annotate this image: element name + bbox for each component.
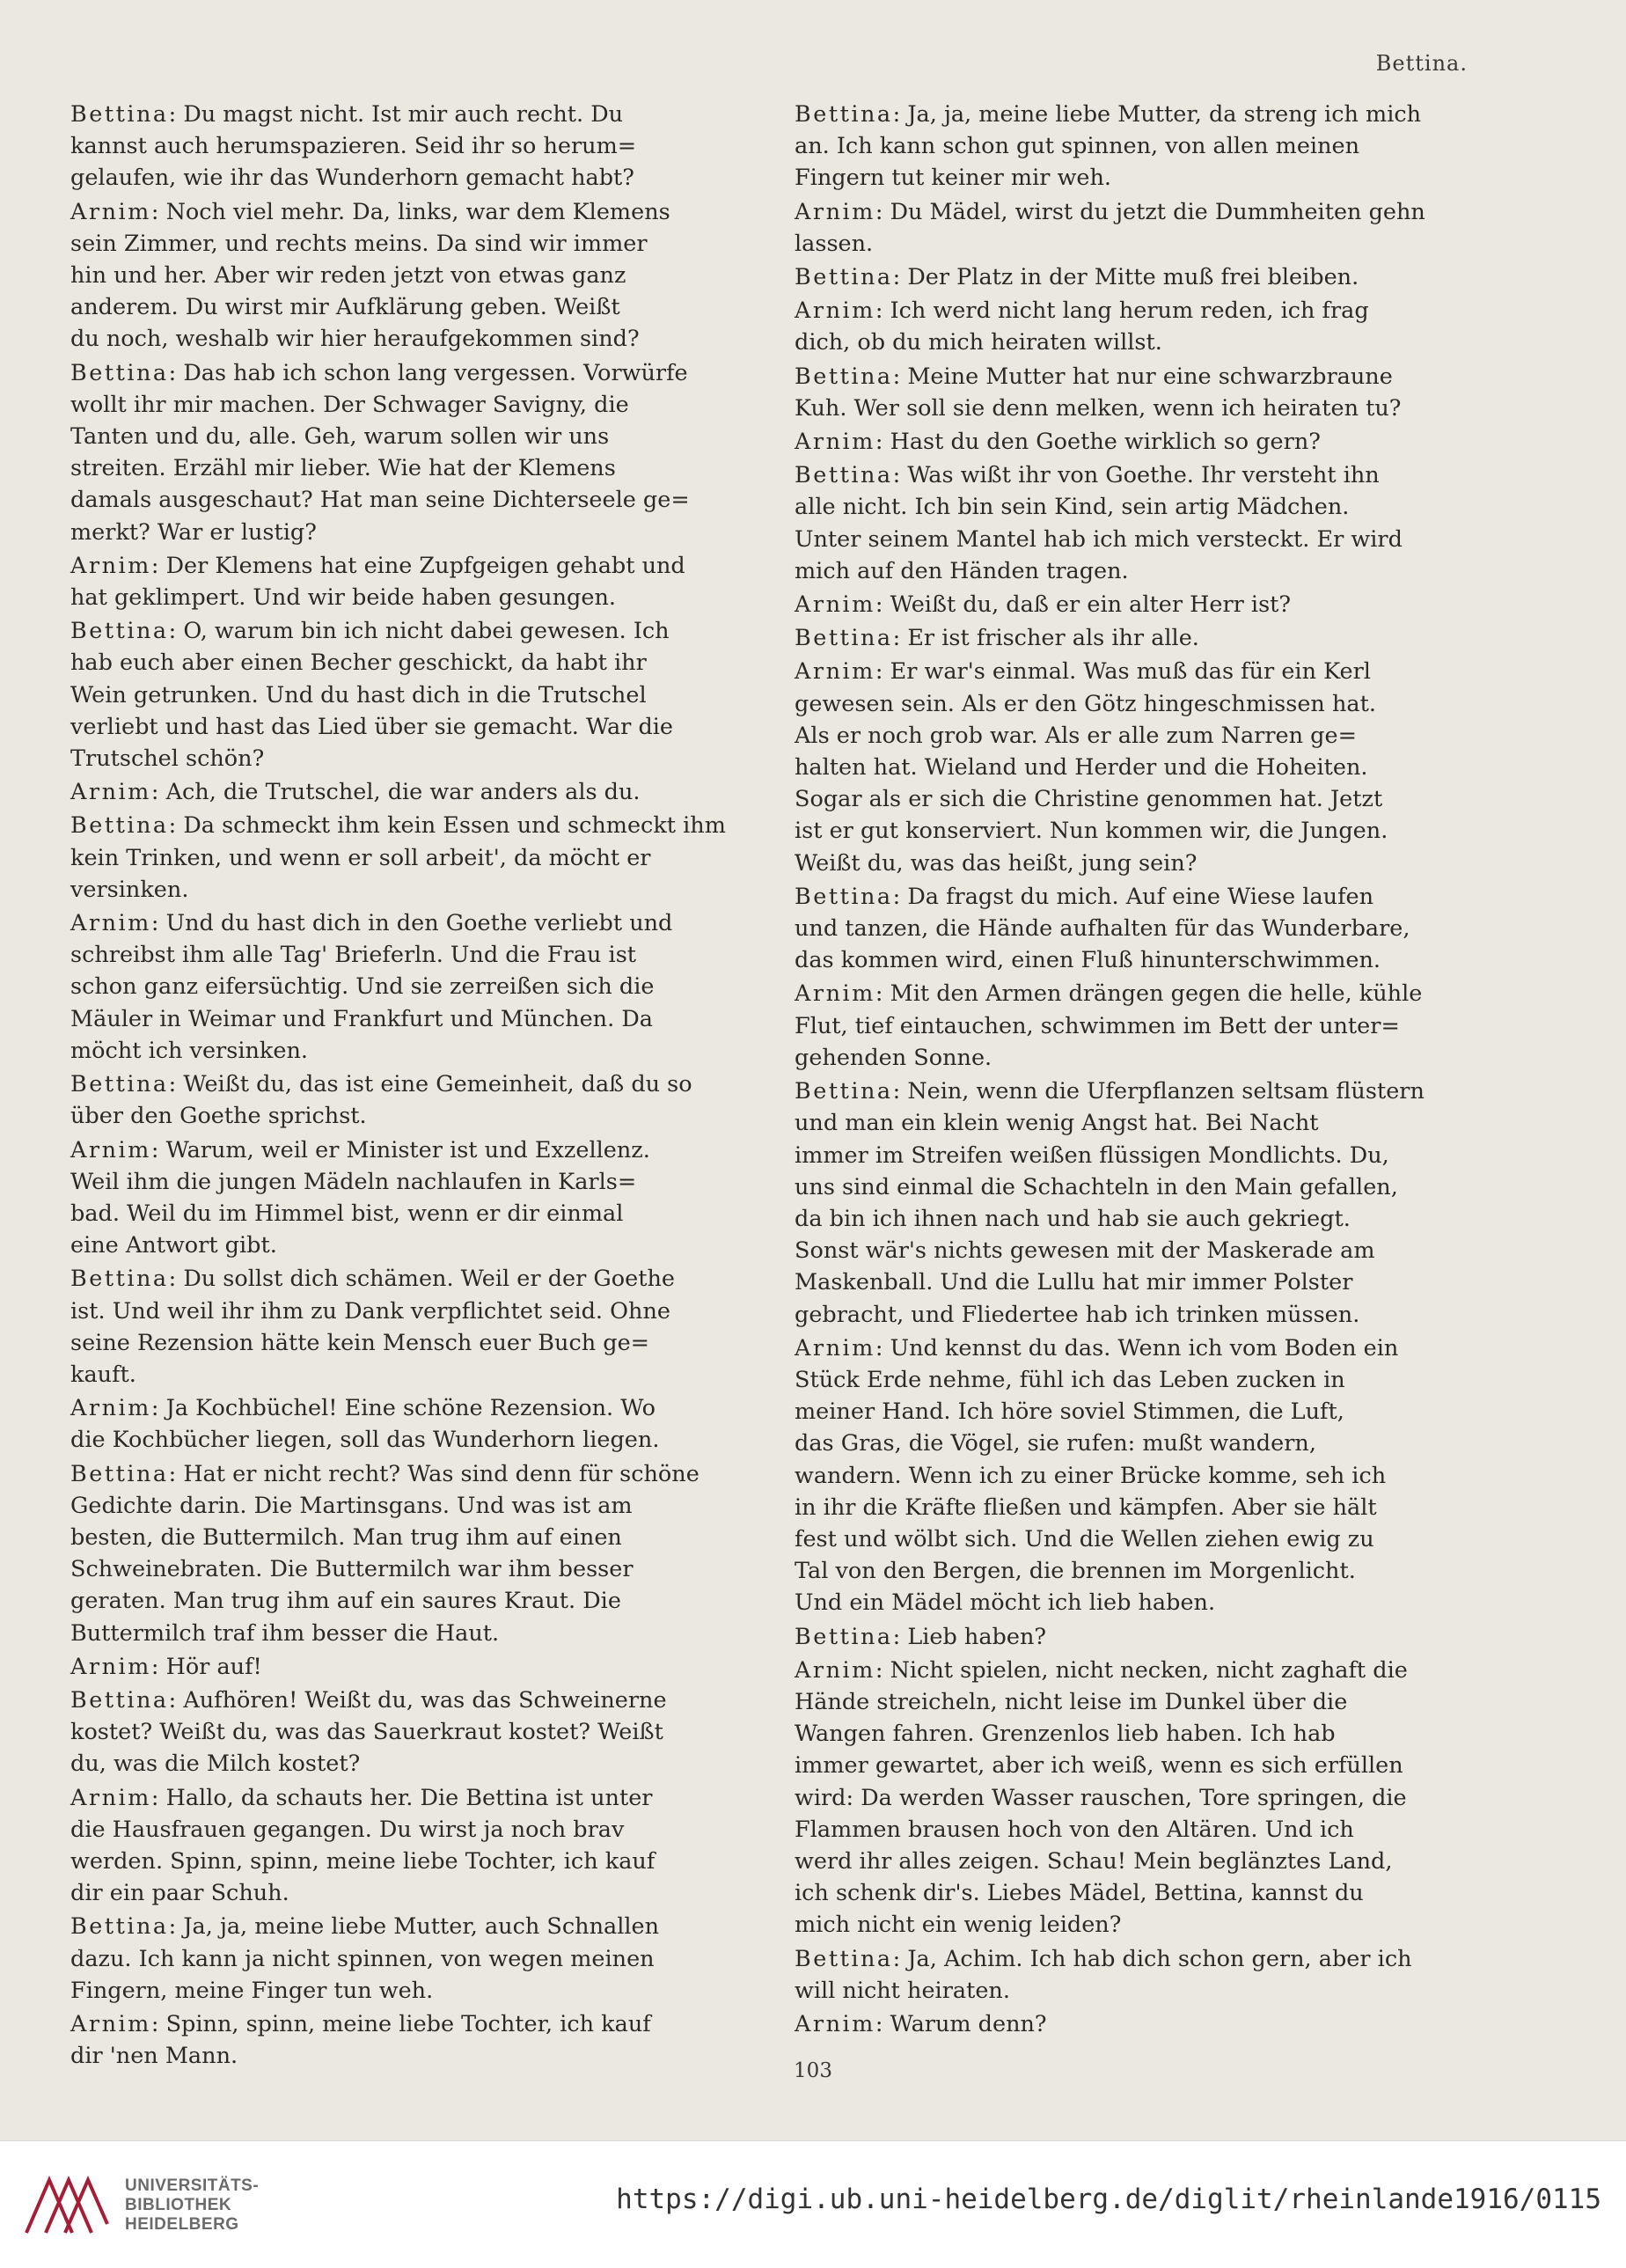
text-line: Fingern tut keiner mir weh. xyxy=(795,165,1112,192)
text-line: Lieb haben? xyxy=(907,1623,1047,1650)
text-line: ich schenk dir's. Liebes Mädel, Bettina, kannst du xyxy=(795,1880,1364,1907)
text-line: eine Antwort gibt. xyxy=(70,1232,277,1259)
text-line: Flut, tief eintauchen, schwimmen im Bett der unter= xyxy=(795,1012,1400,1039)
text-line: mich nicht ein wenig leiden? xyxy=(795,1912,1122,1939)
text-line: möcht ich versinken. xyxy=(70,1037,308,1064)
speech-paragraph xyxy=(795,1332,1481,1619)
text-line: mich auf den Händen tragen. xyxy=(795,557,1129,584)
speech-paragraph xyxy=(795,622,1481,654)
speaker-name: Arnim : xyxy=(795,980,890,1007)
text-line: das kommen wird, einen Fluß hinunterschwimmen. xyxy=(795,947,1381,974)
text-line: Noch viel mehr. Da, links, war dem Klemens xyxy=(165,198,670,225)
speech-paragraph xyxy=(795,1621,1481,1653)
speech-paragraph xyxy=(795,656,1481,878)
speaker-name: Arnim : xyxy=(795,1335,890,1362)
text-column-left xyxy=(70,99,757,2073)
text-column-right xyxy=(795,99,1481,2042)
text-line: Er war's einmal. Was muß das für ein Kerl xyxy=(890,658,1371,686)
text-line: hin und her. Aber wir reden jetzt von etwas ganz xyxy=(70,262,626,290)
text-line: Da schmeckt ihm kein Essen und schmeckt ihm xyxy=(183,812,726,840)
text-line: Tanten und du, alle. Geh, warum sollen wir uns xyxy=(70,423,610,451)
library-name xyxy=(125,2176,259,2235)
text-line: alle nicht. Ich bin sein Kind, sein artig Mädchen. xyxy=(795,494,1350,521)
viewer-footer xyxy=(0,2140,1626,2268)
library-name-line: UNIVERSITÄTS- xyxy=(125,2176,260,2195)
speaker-name: Bettina : xyxy=(70,360,183,386)
speaker-name: Bettina : xyxy=(795,625,907,651)
text-line: Trutschel schön? xyxy=(70,745,265,773)
text-line: Und du hast dich in den Goethe verliebt und xyxy=(165,910,673,937)
text-line: dir ein paar Schuh. xyxy=(70,1880,289,1907)
text-line: verliebt und hast das Lied über sie gemacht. War die xyxy=(70,713,674,740)
text-line: Was wißt ihr von Goethe. Ihr versteht ihn xyxy=(907,462,1380,489)
text-line: Sonst wär's nichts gewesen mit der Maskerade am xyxy=(795,1237,1375,1265)
speaker-name: Bettina : xyxy=(70,618,183,644)
text-line: Maskenball. Und die Lullu hat mir immer Polster xyxy=(795,1269,1353,1296)
text-line: Ach, die Trutschel, die war anders als du. xyxy=(165,779,641,806)
text-line: Hast du den Goethe wirklich so gern? xyxy=(890,429,1321,456)
text-line: werden. Spinn, spinn, meine liebe Tochter, ich kauf xyxy=(70,1847,656,1875)
text-line: Du Mädel, wirst du jetzt die Dummheiten gehn xyxy=(890,198,1425,225)
university-library-heidelberg-logo-icon xyxy=(23,2175,111,2236)
speech-paragraph xyxy=(70,907,757,1067)
text-line: Der Klemens hat eine Zupfgeigen gehabt und xyxy=(165,552,685,579)
text-line: lassen. xyxy=(795,230,874,257)
text-line: Buttermilch traf ihm besser die Haut. xyxy=(70,1619,500,1647)
text-line: kostet? Weißt du, was das Sauerkraut kostet? Weißt xyxy=(70,1719,663,1746)
text-line: kannst auch herumspazieren. Seid ihr so herum= xyxy=(70,133,637,160)
speech-paragraph xyxy=(795,978,1481,1074)
text-line: immer gewartet, aber ich weiß, wenn es sich erfüllen xyxy=(795,1752,1403,1780)
text-line: Nicht spielen, nicht necken, nicht zaghaft die xyxy=(890,1656,1408,1684)
text-line: wird: Da werden Wasser rauschen, Tore springen, die xyxy=(795,1784,1407,1811)
speaker-name: Arnim : xyxy=(70,1654,166,1680)
speaker-name: Bettina : xyxy=(795,1624,907,1650)
text-line: Nein, wenn die Uferpflanzen seltsam flüstern xyxy=(907,1078,1425,1105)
text-line: will nicht heiraten. xyxy=(795,1977,1010,2004)
text-line: Warum, weil er Minister ist und Exzellenz. xyxy=(165,1136,650,1163)
text-line: streiten. Erzähl mir lieber. Wie hat der Klemens xyxy=(70,455,616,482)
speaker-name: Bettina : xyxy=(795,101,907,128)
text-line: Warum denn? xyxy=(890,2010,1047,2037)
text-line: Sogar als er sich die Christine genommen hat. Jetzt xyxy=(795,786,1383,813)
text-line: Hallo, da schauts her. Die Bettina ist unter xyxy=(165,1784,653,1811)
text-line: Weißt du, was das heißt, jung sein? xyxy=(795,849,1198,877)
speaker-name: Arnim : xyxy=(70,1137,166,1163)
text-line: Du magst nicht. Ist mir auch recht. Du xyxy=(183,101,624,128)
speech-paragraph xyxy=(70,1458,757,1649)
text-line: Gedichte darin. Die Martinsgans. Und was ist am xyxy=(70,1492,633,1519)
text-line: Schweinebraten. Die Buttermilch war ihm besser xyxy=(70,1556,634,1583)
text-line: hat geklimpert. Und wir beide haben gesungen. xyxy=(70,584,616,612)
library-name-line: BIBLIOTHEK xyxy=(125,2196,232,2214)
speech-paragraph xyxy=(70,1134,757,1262)
text-line: und tanzen, die Hände aufhalten für das Wunderbare, xyxy=(795,915,1410,943)
speech-paragraph xyxy=(70,1782,757,1910)
text-line: schreibst ihm alle Tag' Brieferln. Und die Frau ist xyxy=(70,942,637,969)
text-line: Mäuler in Weimar und Frankfurt und München. Da xyxy=(70,1005,653,1032)
text-line: Unter seinem Mantel hab ich mich versteckt. Er wird xyxy=(795,525,1403,553)
text-line: Da fragst du mich. Auf eine Wiese laufen xyxy=(907,883,1374,910)
text-line: Wein getrunken. Und du hast dich in die Trutschel xyxy=(70,681,647,708)
speaker-name: Arnim : xyxy=(70,779,166,805)
text-line: Er ist frischer als ihr alle. xyxy=(907,625,1199,652)
text-line: Du sollst dich schämen. Weil er der Goethe xyxy=(183,1266,675,1293)
text-line: ist. Und weil ihr ihm zu Dank verpflichtet seid. Ohne xyxy=(70,1297,670,1325)
speaker-name: Arnim : xyxy=(70,553,166,579)
page-number: 103 xyxy=(794,2059,832,2082)
speech-paragraph xyxy=(70,810,757,906)
speech-paragraph xyxy=(795,459,1481,587)
text-line: Weißt du, das ist eine Gemeinheit, daß du so xyxy=(183,1071,692,1098)
text-line: Hat er nicht recht? Was sind denn für schöne xyxy=(183,1460,699,1487)
speaker-name: Arnim : xyxy=(70,199,166,225)
speaker-name: Bettina : xyxy=(795,264,907,290)
text-line: Weil ihm die jungen Mädeln nachlaufen in Karls= xyxy=(70,1168,637,1195)
speech-paragraph xyxy=(795,589,1481,620)
text-line: Weißt du, daß er ein alter Herr ist? xyxy=(890,591,1292,619)
text-line: du, was die Milch kostet? xyxy=(70,1751,361,1778)
text-line: Das hab ich schon lang vergessen. Vorwürfe xyxy=(183,359,688,386)
library-name-line: HEIDELBERG xyxy=(125,2215,239,2234)
text-line: gebracht, und Fliedertee hab ich trinken müssen. xyxy=(795,1301,1360,1328)
text-line: Ja, Achim. Ich hab dich schon gern, aber ich xyxy=(907,1945,1412,1972)
text-line: uns sind einmal die Schachteln in den Main gefallen, xyxy=(795,1173,1398,1200)
text-line: Fingern, meine Finger tun weh. xyxy=(70,1977,434,2004)
text-line: meiner Hand. Ich höre soviel Stimmen, die Luft, xyxy=(795,1398,1344,1426)
text-line: Hör auf! xyxy=(165,1653,262,1680)
speech-paragraph xyxy=(795,426,1481,458)
speech-paragraph xyxy=(70,1392,757,1456)
speech-paragraph xyxy=(70,1684,757,1780)
text-line: Spinn, spinn, meine liebe Tochter, ich kauf xyxy=(165,2010,651,2037)
speaker-name: Bettina : xyxy=(70,1461,183,1487)
speech-paragraph xyxy=(70,776,757,808)
text-line: du noch, weshalb wir hier heraufgekommen sind? xyxy=(70,326,640,353)
text-line: bad. Weil du im Himmel bist, wenn er dir einmal xyxy=(70,1200,624,1227)
permalink-url[interactable]: https://digi.ub.uni-heidelberg.de/diglit/rheinlande1916/0115 xyxy=(616,2184,1601,2215)
text-line: Und kennst du das. Wenn ich vom Boden ein xyxy=(890,1334,1399,1362)
speaker-name: Bettina : xyxy=(70,1687,183,1714)
text-line: da bin ich ihnen nach und hab sie auch gekriegt. xyxy=(795,1205,1351,1232)
text-line: immer im Streifen weißen flüssigen Mondlichts. Du, xyxy=(795,1141,1389,1169)
text-line: gewesen sein. Als er den Götz hingeschmissen hat. xyxy=(795,690,1376,717)
speech-paragraph xyxy=(70,615,757,774)
speaker-name: Bettina : xyxy=(795,363,907,390)
text-line: Ja Kochbüchel! Eine schöne Rezension. Wo xyxy=(165,1395,656,1422)
speaker-name: Bettina : xyxy=(795,884,907,910)
speech-paragraph xyxy=(70,1651,757,1683)
speaker-name: Bettina : xyxy=(70,1266,183,1292)
text-line: ist er gut konserviert. Nun kommen wir, die Jungen. xyxy=(795,818,1388,845)
text-line: O, warum bin ich nicht dabei gewesen. Ich xyxy=(183,618,670,645)
speech-paragraph xyxy=(795,295,1481,358)
speech-paragraph xyxy=(70,196,757,356)
text-line: Ich werd nicht lang herum reden, ich frag xyxy=(890,297,1369,325)
text-line: versinken. xyxy=(70,876,189,903)
text-line: kauft. xyxy=(70,1361,136,1388)
text-line: geraten. Man trug ihm auf ein saures Kraut. Die xyxy=(70,1588,621,1615)
text-line: Und ein Mädel möcht ich lieb haben. xyxy=(795,1589,1216,1617)
text-line: wollt ihr mir machen. Der Schwager Savigny, die xyxy=(70,391,629,418)
speaker-name: Arnim : xyxy=(795,199,890,225)
text-line: dir 'nen Mann. xyxy=(70,2043,238,2070)
text-line: merkt? War er lustig? xyxy=(70,518,317,546)
speaker-name: Bettina : xyxy=(70,1071,183,1097)
text-line: halten hat. Wieland und Herder und die Hoheiten. xyxy=(795,754,1368,782)
text-line: Als er noch grob war. Als er alle zum Narren ge= xyxy=(795,722,1357,749)
speech-paragraph xyxy=(795,2008,1481,2040)
text-line: dazu. Ich kann ja nicht spinnen, von wegen meinen xyxy=(70,1945,655,1972)
text-line: Ja, ja, meine liebe Mutter, auch Schnallen xyxy=(183,1913,660,1941)
speaker-name: Bettina : xyxy=(70,1913,183,1940)
speech-paragraph xyxy=(70,1263,757,1391)
speaker-name: Arnim : xyxy=(795,2011,890,2037)
text-line: Ja, ja, meine liebe Mutter, da streng ich mich xyxy=(907,101,1422,128)
speech-paragraph xyxy=(795,881,1481,977)
text-line: schon ganz eifersüchtig. Und sie zerreißen sich die xyxy=(70,973,655,1001)
running-head: Bettina. xyxy=(1375,51,1468,76)
speaker-name: Arnim : xyxy=(795,591,890,618)
speaker-name: Arnim : xyxy=(795,429,890,455)
text-line: das Gras, die Vögel, sie rufen: mußt wandern, xyxy=(795,1430,1316,1457)
speech-paragraph xyxy=(70,550,757,613)
text-line: kein Trinken, und wenn er soll arbeit', da möcht er xyxy=(70,844,651,871)
text-line: dich, ob du mich heiraten willst. xyxy=(795,329,1162,356)
speech-paragraph xyxy=(70,99,757,195)
speech-paragraph xyxy=(795,1943,1481,2007)
speaker-name: Arnim : xyxy=(795,1657,890,1684)
speaker-name: Arnim : xyxy=(70,2011,166,2037)
speech-paragraph xyxy=(70,357,757,548)
text-line: werd ihr alles zeigen. Schau! Mein beglänztes Land, xyxy=(795,1847,1393,1875)
text-line: wandern. Wenn ich zu einer Brücke komme, seh ich xyxy=(795,1462,1387,1489)
speaker-name: Bettina : xyxy=(795,1078,907,1105)
speaker-name: Arnim : xyxy=(70,1395,166,1421)
text-line: über den Goethe sprichst. xyxy=(70,1103,367,1130)
text-line: Flammen brausen hoch von den Altären. Und ich xyxy=(795,1816,1354,1843)
text-line: die Hausfrauen gegangen. Du wirst ja noch brav xyxy=(70,1816,625,1843)
text-line: Hände streicheln, nicht leise im Dunkel über die xyxy=(795,1688,1348,1715)
text-line: hab euch aber einen Becher geschickt, da habt ihr xyxy=(70,650,647,677)
text-line: gelaufen, wie ihr das Wunderhorn gemacht habt? xyxy=(70,165,634,192)
speech-paragraph xyxy=(795,99,1481,195)
text-line: Kuh. Wer soll sie denn melken, wenn ich heiraten tu? xyxy=(795,394,1402,422)
text-line: fest und wölbt sich. Und die Wellen ziehen ewig zu xyxy=(795,1525,1374,1552)
text-line: Tal von den Bergen, die brennen im Morgenlicht. xyxy=(795,1558,1356,1585)
text-line: seine Rezension hätte kein Mensch euer Buch ge= xyxy=(70,1329,650,1356)
speech-paragraph xyxy=(795,1075,1481,1331)
speech-paragraph xyxy=(795,361,1481,424)
text-line: Der Platz in der Mitte muß frei bleiben. xyxy=(907,264,1359,291)
text-line: anderem. Du wirst mir Aufklärung geben. Weißt xyxy=(70,294,620,321)
speaker-name: Bettina : xyxy=(795,462,907,488)
speaker-name: Arnim : xyxy=(70,1785,166,1811)
speech-paragraph xyxy=(70,1068,757,1132)
text-line: die Kochbücher liegen, soll das Wunderhorn liegen. xyxy=(70,1427,660,1454)
speaker-name: Bettina : xyxy=(70,812,183,839)
speech-paragraph xyxy=(795,261,1481,293)
speech-paragraph xyxy=(795,1655,1481,1941)
text-line: in ihr die Kräfte fließen und kämpfen. Aber sie hält xyxy=(795,1494,1377,1521)
speaker-name: Arnim : xyxy=(795,658,890,685)
speaker-name: Bettina : xyxy=(70,101,183,128)
text-line: damals ausgeschaut? Hat man seine Dichterseele ge= xyxy=(70,487,690,514)
text-line: besten, die Buttermilch. Man trug ihm auf einen xyxy=(70,1523,622,1551)
text-line: Meine Mutter hat nur eine schwarzbraune xyxy=(907,363,1393,390)
text-line: gehenden Sonne. xyxy=(795,1044,992,1071)
speech-paragraph xyxy=(795,196,1481,260)
speaker-name: Arnim : xyxy=(70,910,166,936)
text-line: Mit den Armen drängen gegen die helle, kühle xyxy=(890,980,1423,1008)
text-line: Aufhören! Weißt du, was das Schweinerne xyxy=(183,1686,667,1714)
text-line: und man ein klein wenig Angst hat. Bei Nacht xyxy=(795,1110,1319,1137)
text-line: Wangen fahren. Grenzenlos lieb haben. Ich hab xyxy=(795,1721,1336,1748)
text-line: Stück Erde nehme, fühl ich das Leben zucken in xyxy=(795,1366,1345,1393)
speaker-name: Arnim : xyxy=(795,297,890,324)
text-line: an. Ich kann schon gut spinnen, von allen meinen xyxy=(795,133,1360,160)
text-line: sein Zimmer, und rechts meins. Da sind wir immer xyxy=(70,230,648,257)
speech-paragraph xyxy=(70,1911,757,2007)
speaker-name: Bettina : xyxy=(795,1946,907,1972)
